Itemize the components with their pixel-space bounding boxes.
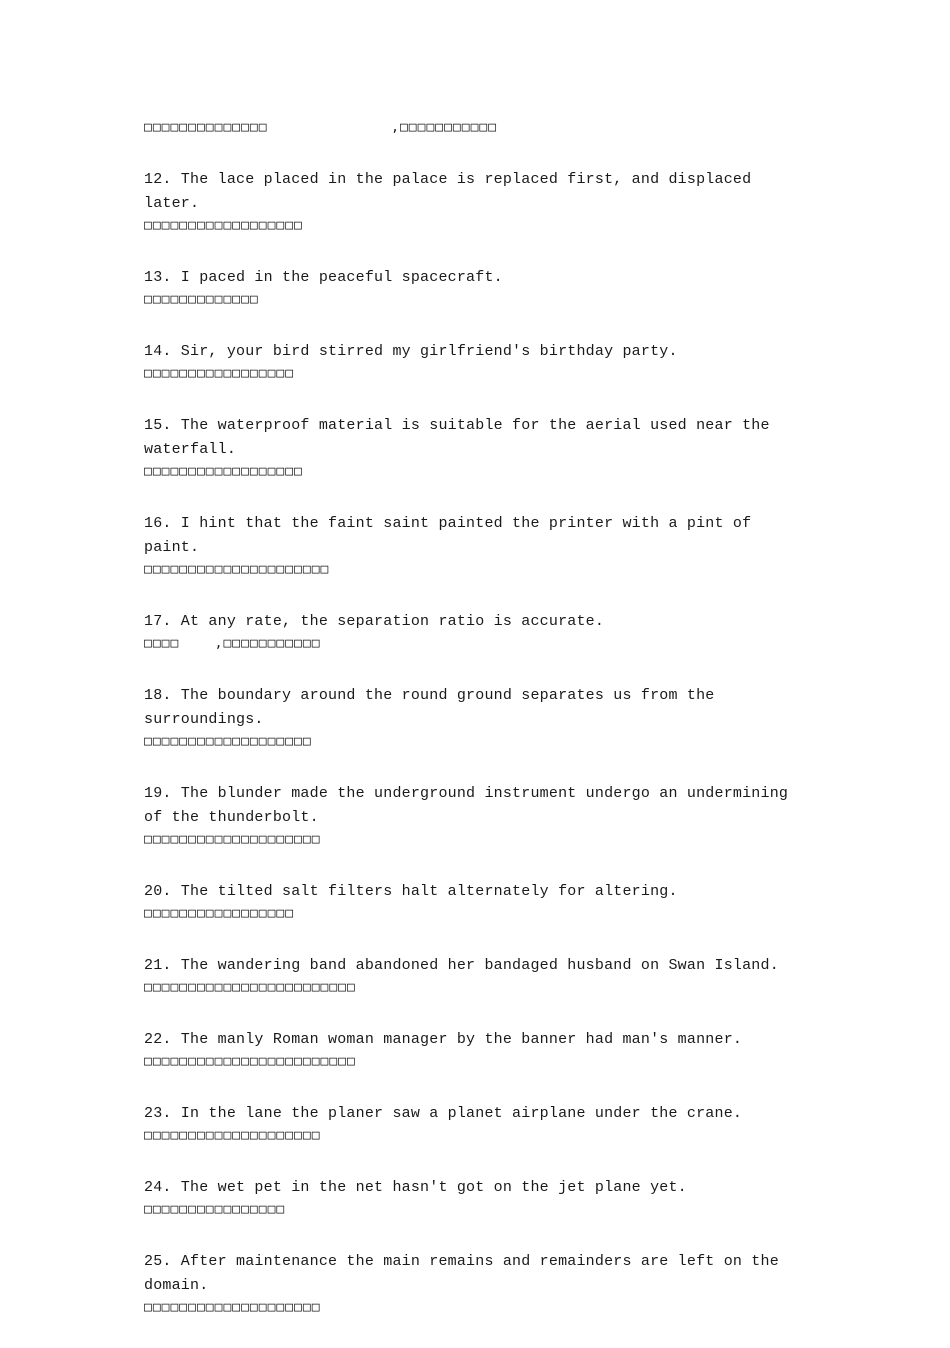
sentence-entry-12: [144, 168, 814, 236]
english-sentence: 12. The lace placed in the palace is replaced first, and displaced later.: [144, 171, 752, 212]
chinese-translation: □□□□□□□□□□□□□□□□□□□□: [144, 1300, 321, 1315]
english-sentence: 15. The waterproof material is suitable for the aerial used near the waterfall.: [144, 417, 770, 458]
sentence-entry-23: [144, 1102, 814, 1146]
chinese-translation: □□□□□□□□□□□□□□□□□□: [144, 218, 303, 233]
chinese-translation: □□□□□□□□□□□□□□□□□□□□□□□□: [144, 1054, 356, 1069]
english-sentence: 16. I hint that the faint saint painted the printer with a pint of paint.: [144, 515, 752, 556]
english-sentence: 22. The manly Roman woman manager by the banner had man's manner.: [144, 1031, 743, 1048]
chinese-translation: □□□□□□□□□□□□□□□□□□□□: [144, 1128, 321, 1143]
chinese-translation: □□□□□□□□□□□□□□□□□: [144, 906, 295, 921]
translation-line-continued: □□□□□□□□□□□□□□ ,□□□□□□□□□□□: [144, 120, 498, 135]
sentence-entry-25: [144, 1250, 814, 1318]
english-sentence: 14. Sir, your bird stirred my girlfriend's birthday party.: [144, 343, 678, 360]
english-sentence: 20. The tilted salt filters halt alternately for altering.: [144, 883, 678, 900]
sentence-entry-19: [144, 782, 814, 850]
sentence-entry-22: [144, 1028, 814, 1072]
chinese-translation: □□□□□□□□□□□□□□□□□□: [144, 464, 303, 479]
chinese-translation: □□□□□□□□□□□□□□□□□□□□: [144, 832, 321, 847]
chinese-translation: □□□□□□□□□□□□□□□□□□□: [144, 734, 312, 749]
english-sentence: 24. The wet pet in the net hasn't got on the jet plane yet.: [144, 1179, 687, 1196]
sentence-entry-20: [144, 880, 814, 924]
english-sentence: 13. I paced in the peaceful spacecraft.: [144, 269, 503, 286]
sentence-entry-18: [144, 684, 814, 752]
sentence-entry-16: [144, 512, 814, 580]
sentence-entry-14: [144, 340, 814, 384]
sentence-entry-24: [144, 1176, 814, 1220]
sentence-entry-15: [144, 414, 814, 482]
english-sentence: 23. In the lane the planer saw a planet airplane under the crane.: [144, 1105, 743, 1122]
document-body: [144, 118, 814, 1348]
chinese-translation: □□□□□□□□□□□□□□□□: [144, 1202, 286, 1217]
english-sentence: 25. After maintenance the main remains and remainders are left on the domain.: [144, 1253, 779, 1294]
chinese-translation: □□□□□□□□□□□□□: [144, 292, 259, 307]
english-sentence: 21. The wandering band abandoned her bandaged husband on Swan Island.: [144, 957, 779, 974]
english-sentence: 18. The boundary around the round ground separates us from the surroundings.: [144, 687, 715, 728]
sentence-entry-13: [144, 266, 814, 310]
sentence-entry-17: [144, 610, 814, 654]
chinese-translation: □□□□□□□□□□□□□□□□□□□□□: [144, 562, 330, 577]
chinese-translation: □□□□ ,□□□□□□□□□□□: [144, 636, 321, 651]
chinese-translation: □□□□□□□□□□□□□□□□□: [144, 366, 295, 381]
sentence-entry-21: [144, 954, 814, 998]
english-sentence: 19. The blunder made the underground instrument undergo an undermining of the thunderbolt.: [144, 785, 789, 826]
chinese-translation: □□□□□□□□□□□□□□□□□□□□□□□□: [144, 980, 356, 995]
english-sentence: 17. At any rate, the separation ratio is accurate.: [144, 613, 605, 630]
